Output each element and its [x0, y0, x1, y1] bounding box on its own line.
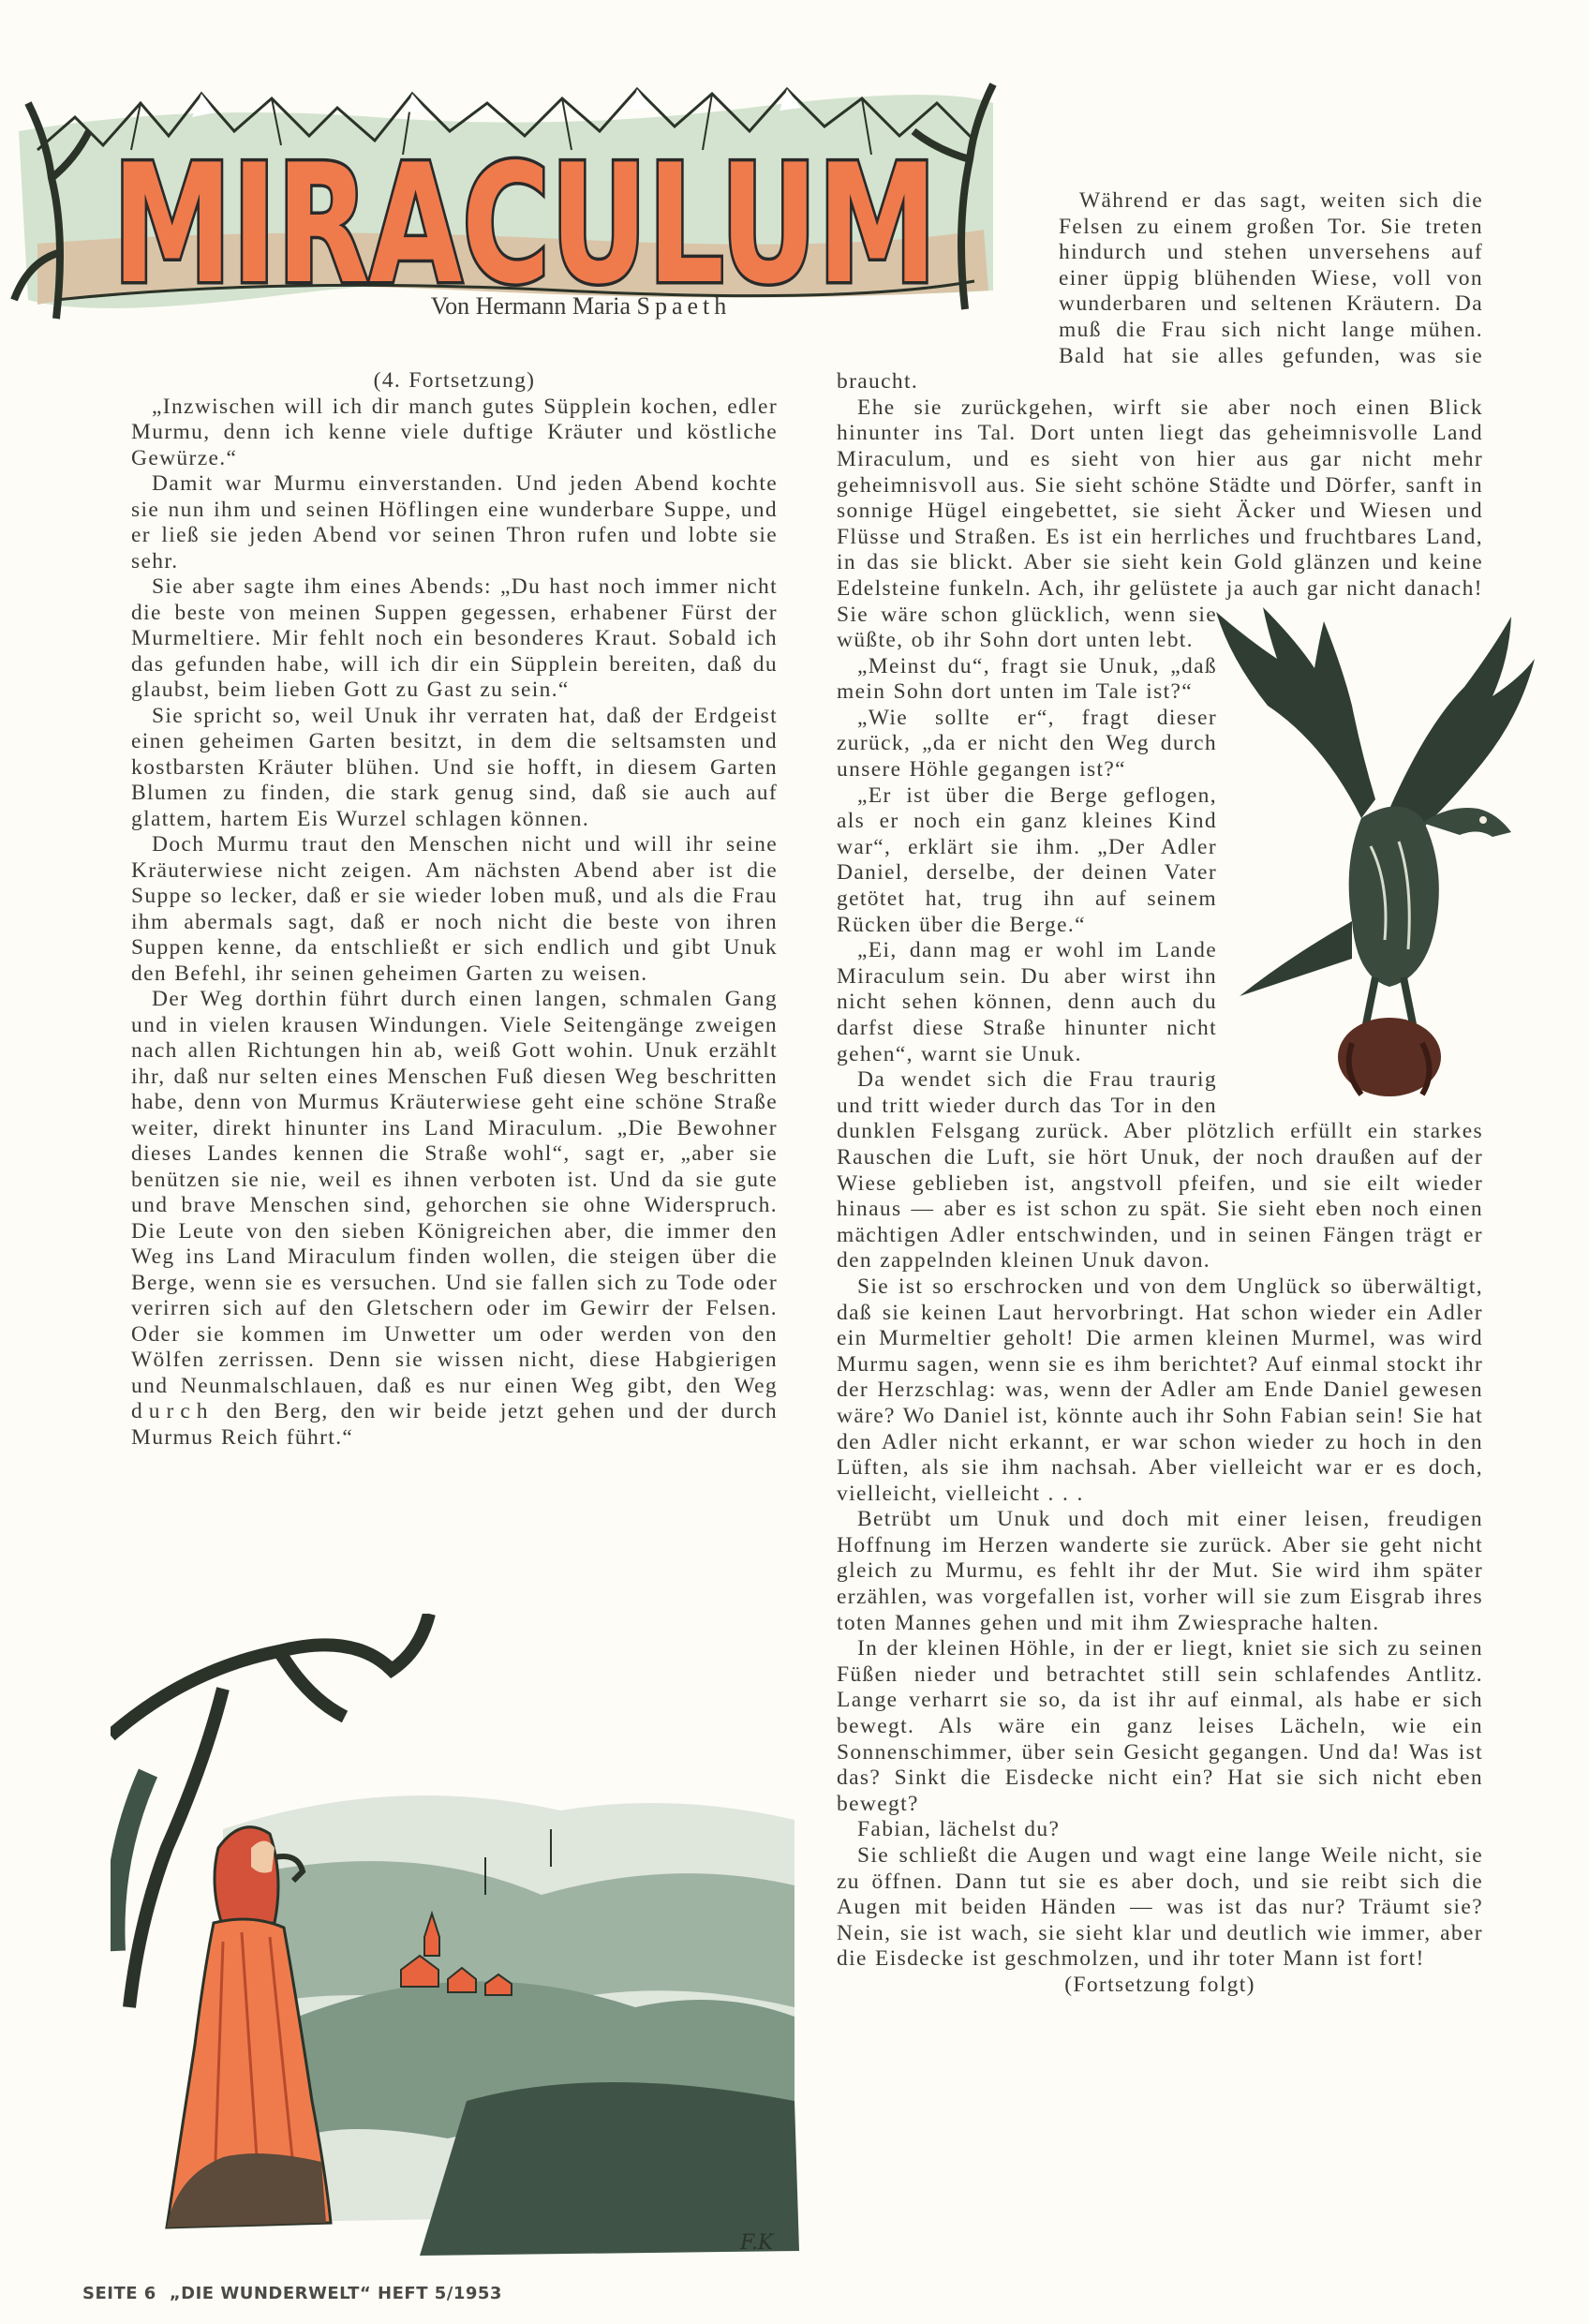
paragraph: Ehe sie zurückgehen, wirft sie aber noch einen Blick hinunter ins Tal. Dort unten liegt das geheimnisvolle Land Miraculum, und es sieht von hier aus gar nicht mehr geheimnisvoll aus. Sie sieht schöne Städte und Dörfer, sanft in sonnige Hügel eingebettet, sie sieht Äcker und Wiesen und Flüsse und Straßen. Es ist ein herrliches und fruchtbares Land, in das sie blickt. Aber sie sieht kein Gold glänzen und keine Edelsteine funkeln. Ach, ihr gelüstete ja auch gar nicht danach! — [837, 395, 1483, 601]
author-surname: Spaeth — [636, 292, 732, 320]
valley-scene-svg — [111, 1614, 799, 2260]
paragraph: Da wendet sich die Frau traurig und tritt wieder durch das Tor in den dunklen Felsgang zurück. Aber plötzlich erfüllt ein starkes Rauschen die Luft, sie hört Unuk, der noch draußen auf der Wiese geblieben ist, angstvoll pfeifen, und sie eilt wieder hinaus — aber es ist schon zu spät. Sie sieht eben noch einen mächtigen Adler entschwinden, und in seinen Fängen trägt er den zappelnden kleinen Unuk davon. — [837, 1067, 1483, 1274]
right-text-column — [837, 188, 1483, 1999]
paragraph: Betrübt um Unuk und doch mit einer leisen, freudigen Hoffnung im Herzen wanderte sie zurück. Aber sie geht nicht gleich zu Murmu, es fehlt ihr der Mut. Sie wird ihm später erzählen, was vorgefallen ist, vorher will sie zum Eisgrab ihres toten Mannes gehen und mit ihm Zwiesprache halten. — [837, 1507, 1483, 1635]
emphasis-durch: durch — [131, 1399, 215, 1423]
paragraph: „Wie sollte er“, fragt dieser zurück, „da er nicht den Weg durch unsere Höhle gegangen ist?“ — [837, 705, 1217, 782]
page-footer — [82, 2284, 502, 2303]
paragraph: Fabian, lächelst du? — [857, 1817, 1061, 1842]
paragraph-text: den Berg, den wir beide jetzt gehen und der durch Murmus Reich führt.“ — [131, 1399, 778, 1450]
paragraph: „Meinst du“, fragt sie Unuk, „daß mein Sohn dort unten im Tale ist?“ — [837, 653, 1217, 705]
paragraph-text: Der Weg dorthin führt durch einen langen, schmalen Gang und in vielen krausen Windungen. Viele Seitengänge zweigen nach allen Richtungen hin ab, weiß Gott wohin. Unuk erzählt ihr, daß nur selten eines Menschen Fuß diesen Weg beschritten habe, denn von Murmus Kräuterwiese geht eine schöne Straße weiter, direkt hinunter ins Land Miraculum. „Die Bewohner dieses Landes kennen die Straße wohl“, sagt er, „aber sie benützen sie nie, weil es ihnen verboten ist. Und da sie gute und brave Menschen sind, gehorchen sie ohne Widerspruch. Die Leute von den sieben Königreichen aber, die immer den Weg ins Land Miraculum finden wollen, die steigen über die Berge, wenn sie es versuchen. Und sie fallen sich zu Tode oder verirren sich auf den Gletschern oder im Gewirr der Felsen. Oder sie kommen im Unwetter um oder werden von den Wölfen zerrissen. Denn sie wissen nicht, diese Habgierigen und Neunmalschlauen, daß es nur einen Weg gibt, den Weg — [131, 987, 778, 1398]
byline-prefix: Von Hermann Maria — [430, 292, 631, 320]
left-text-column — [131, 368, 778, 1451]
paragraph: Doch Murmu traut den Menschen nicht und will ihr seine Kräuterwiese nicht zeigen. Am nächsten Abend aber ist die Suppe so lecker, daß er sie wieder loben muß, und als die Frau ihm abermals sagt, daß er noch nicht die beste von ihren Suppen kenne, da entschließt er sich endlich und gibt Unuk den Befehl, ihr seinen geheimen Garten zu weisen. — [131, 832, 778, 986]
banner-wrap-spacer — [837, 188, 1059, 369]
paragraph: Während er das sagt, weiten sich die Felsen zu einem großen Tor. Sie treten hindurch und stehen unversehens auf einer üppig blühenden Wiese, voll von wunderbaren und seltenen Kräutern. Da muß die Frau sich nicht lange mühen. Bald hat sie alles gefunden, was sie braucht. — [837, 188, 1483, 395]
title-logo: MIRACULUM — [112, 130, 937, 320]
woman-valley-illustration — [111, 1614, 799, 2260]
paragraph: Sie ist so erschrocken und von dem Unglück so überwältigt, daß sie keinen Laut hervorbringt. Hat schon wieder ein Adler ein Murmeltier geholt! Die armen kleinen Murmel, was wird Murmu sagen, wenn sie es ihm berichtet? Auf einmal stockt ihr der Herzschlag: was, wenn der Adler am Ende Daniel gewesen wäre? Wo Daniel ist, könnte auch ihr Sohn Fabian sein! Sie hat den Adler nicht erkannt, er war schon wieder zu hoch in den Lüften, als sie ihm nachsah. Aber vielleicht war er es doch, vielleicht, vielleicht . . . — [837, 1274, 1483, 1506]
eagle-illustration — [1211, 603, 1539, 1109]
paragraph: Sie aber sagte ihm eines Abends: „Du hast noch immer nicht die beste von meinen Suppen gegessen, erhabener Fürst der Murmeltiere. Mir fehlt noch ein besonderes Kraut. Sobald ich das gefunden habe, will ich dir ein Süpplein bereiten, daß du glaubst, beim lieben Gott zu Gast zu sein.“ — [131, 574, 778, 702]
installment-label: (4. Fortsetzung) — [373, 368, 536, 393]
page-number: SEITE 6 — [82, 2284, 156, 2303]
magazine-name: „DIE WUNDERWELT“ — [169, 2284, 372, 2303]
author-byline — [337, 292, 824, 320]
issue-number: HEFT 5/1953 — [378, 2284, 502, 2303]
paragraph: „Er ist über die Berge geflogen, als er noch ein ganz kleines Kind war“, erklärt sie ihm. „Der Adler Daniel, derselbe, der deinen Vater getötet hat, trug ihn auf seinem Rücken über die Berge.“ — [837, 782, 1217, 937]
paragraph: Sie schließt die Augen und wagt eine lange Weile nicht, sie zu öffnen. Dann tut sie es aber doch, und sie reibt sich die Augen mit beiden Händen — was ist das nur? Träumt sie? Nein, sie ist wach, sie sieht klar und deutlich wie immer, aber die Eisdecke ist geschmolzen, und ihr toter Mann ist fort! — [837, 1843, 1483, 1972]
paragraph: Sie spricht so, weil Unuk ihr verraten hat, daß der Erdgeist einen geheimen Garten besitzt, in dem die seltsamsten und kostbarsten Kräuter blühen. Und sie hofft, in diesem Garten Blumen zu finden, die stark genug sind, daß sie auch auf glattem, hartem Eis Wurzel schlagen können. — [131, 703, 778, 831]
eagle-float — [1230, 603, 1483, 1116]
paragraph: In der kleinen Höhle, in der er liegt, kniet sie sich zu seinen Füßen nieder und betrachtet still sein schlafendes Antlitz. Lange verharrt sie so, da ist ihr auf einmal, als habe er sich bewegt. Als wäre ein ganz leises Lächeln, wie ein Sonnenschimmer, über sein Gesicht gegangen. Und da! Was ist das? Sinkt die Eisdecke nicht ein? Hat sie sich nicht eben bewegt? — [837, 1636, 1483, 1816]
paragraph: Sie wäre schon glücklich, wenn sie wüßte, ob ihr Sohn dort unten lebt. — [837, 602, 1217, 653]
paragraph — [131, 987, 778, 1451]
artist-signature: F.K — [740, 2231, 774, 2255]
to-be-continued: (Fortsetzung folgt) — [1064, 1972, 1255, 1997]
paragraph: „Ei, dann mag er wohl im Lande Miraculum sein. Du aber wirst ihn nicht sehen können, denn auch du darfst diese Straße hinunter nicht gehen“, warnt sie Unuk. — [837, 938, 1217, 1066]
paragraph: „Inzwischen will ich dir manch gutes Süpplein kochen, edler Murmu, denn ich kenne viele duftige Kräuter und köstliche Gewürze.“ — [131, 394, 778, 470]
paragraph: Damit war Murmu einverstanden. Und jeden Abend kochte sie nun ihm und seinen Höflingen eine wunderbare Suppe, und er ließ sie jeden Abend vor seinen Thron rufen und lobte sie sehr. — [131, 471, 778, 574]
